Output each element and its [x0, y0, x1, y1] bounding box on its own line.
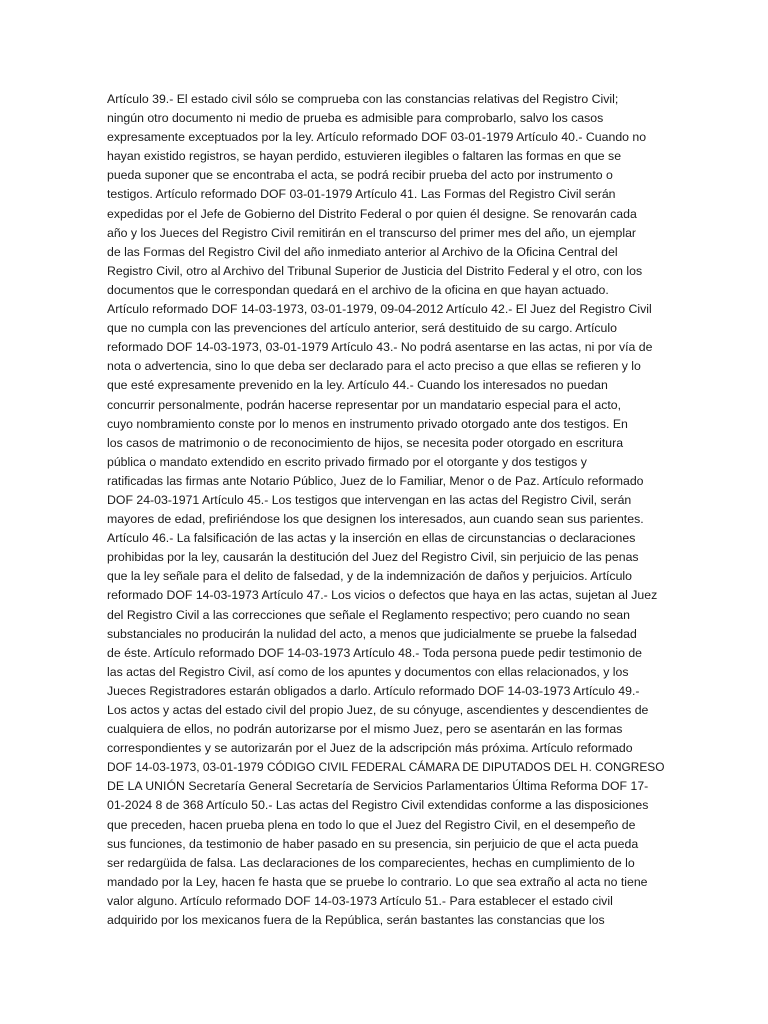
text-line: mayores de edad, prefiriéndose los que designen los interesados, aun cuando sean sus parientes. — [107, 512, 644, 527]
text-line: nota o advertencia, sino lo que deba ser declarado para el acto preciso a que ellas se refieren y lo — [107, 359, 641, 374]
text-line: DE LA UNIÓN Secretaría General Secretaría de Servicios Parlamentarios Última Reforma DOF 17- — [107, 779, 649, 794]
text-line: prohibidas por la ley, causarán la destitución del Juez del Registro Civil, sin perjuicio de las penas — [107, 550, 639, 565]
text-line: de éste. Artículo reformado DOF 14-03-1973 Artículo 48.- Toda persona puede pedir testimonio de — [107, 645, 643, 660]
text-line: que no cumpla con las prevenciones del artículo anterior, será destituido de su cargo. Artículo — [107, 321, 617, 336]
text-line: Artículo reformado DOF 14-03-1973, 03-01-1979, 09-04-2012 Artículo 42.- El Juez del Registro Civil — [107, 302, 652, 317]
text-line: reformado DOF 14-03-1973 Artículo 47.- Los vicios o defectos que haya en las actas, sujetan al Juez — [107, 588, 658, 603]
legal-text-body — [107, 90, 667, 930]
text-line: ningún otro documento ni medio de prueba es admisible para comprobarlo, salvo los casos — [107, 111, 604, 126]
text-line: del Registro Civil a las correcciones que señale el Reglamento respectivo; pero cuando no sean — [107, 607, 630, 622]
text-line: que preceden, hacen prueba plena en todo lo que el Juez del Registro Civil, en el desempeño de — [107, 817, 636, 832]
text-line: correspondientes y se autorizarán por el Juez de la adscripción más próxima. Artículo reformado — [107, 741, 633, 756]
text-line: expedidas por el Jefe de Gobierno del Distrito Federal o por quien él designe. Se renovarán cada — [107, 206, 637, 221]
text-line: pública o mandato extendido en escrito privado firmado por el otorgante y dos testigos y — [107, 454, 587, 469]
text-line: las actas del Registro Civil, así como de los apuntes y documentos con ellas relacionados, y los — [107, 664, 629, 679]
text-line: 01-2024 8 de 368 Artículo 50.- Las actas del Registro Civil extendidas conforme a las disposiciones — [107, 798, 649, 813]
text-line: sus funciones, da testimonio de haber pasado en su presencia, sin perjuicio de que el acta pueda — [107, 836, 639, 851]
text-line: concurrir personalmente, podrán hacerse representar por un mandatario especial para el acto, — [107, 397, 622, 412]
text-line: Jueces Registradores estarán obligados a darlo. Artículo reformado DOF 14-03-1973 Artículo 49.- — [107, 683, 640, 698]
text-line: reformado DOF 14-03-1973, 03-01-1979 Artículo 43.- No podrá asentarse en las actas, ni por vía de — [107, 340, 653, 355]
text-line: DOF 24-03-1971 Artículo 45.- Los testigos que intervengan en las actas del Registro Civil, serán — [107, 492, 632, 507]
text-line: los casos de matrimonio o de reconocimiento de hijos, se necesita poder otorgado en escritura — [107, 435, 624, 450]
text-line: año y los Jueces del Registro Civil remitirán en el transcurso del primer mes del año, un ejemplar — [107, 225, 637, 240]
text-line: testigos. Artículo reformado DOF 03-01-1979 Artículo 41. Las Formas del Registro Civil serán — [107, 187, 616, 202]
text-line: valor alguno. Artículo reformado DOF 14-03-1973 Artículo 51.- Para establecer el estado civil — [107, 893, 613, 908]
text-line: adquirido por los mexicanos fuera de la República, serán bastantes las constancias que los — [107, 913, 605, 928]
text-line: DOF 14-03-1973, 03-01-1979 CÓDIGO CIVIL FEDERAL CÁMARA DE DIPUTADOS DEL H. CONGRESO — [107, 760, 665, 775]
text-line: que la ley señale para el delito de falsedad, y de la indemnización de daños y perjuicios. Artículo — [107, 569, 632, 584]
text-line: cuyo nombramiento conste por lo menos en instrumento privado otorgado ante dos testigos. En — [107, 416, 628, 431]
text-line: mandado por la Ley, hacen fe hasta que se pruebe lo contrario. Lo que sea extraño al acta no tiene — [107, 874, 648, 889]
text-line: documentos que le correspondan quedará en el archivo de la oficina en que hayan actuado. — [107, 282, 609, 297]
text-line: Registro Civil, otro al Archivo del Tribunal Superior de Justicia del Distrito Federal y el otro, con los — [107, 263, 643, 278]
text-line: de las Formas del Registro Civil del año inmediato anterior al Archivo de la Oficina Central del — [107, 244, 618, 259]
text-line: expresamente exceptuados por la ley. Artículo reformado DOF 03-01-1979 Artículo 40.- Cuando no — [107, 130, 647, 145]
text-line: Los actos y actas del estado civil del propio Juez, de su cónyuge, ascendientes y descendientes de — [107, 703, 649, 717]
text-line: Artículo 46.- La falsificación de las actas y la inserción en ellas de circunstancias o declaraciones — [107, 531, 636, 546]
text-line: ser redargüida de falsa. Las declaraciones de los comparecientes, hechas en cumplimiento de lo — [107, 855, 635, 870]
text-line: que esté expresamente prevenido en la ley. Artículo 44.- Cuando los interesados no puedan — [107, 378, 608, 393]
text-line: pueda suponer que se encontraba el acta, se podrá recibir prueba del acto por instrumento o — [107, 168, 613, 183]
text-line: Artículo 39.- El estado civil sólo se comprueba con las constancias relativas del Registro Civil; — [107, 92, 619, 106]
text-line: substanciales no producirán la nulidad del acto, a menos que judicialmente se pruebe la falsedad — [107, 626, 637, 641]
text-line: cualquiera de ellos, no podrán autorizarse por el mismo Juez, pero se asentarán en las formas — [107, 722, 623, 737]
text-line: ratificadas las firmas ante Notario Público, Juez de lo Familiar, Menor o de Paz. Artículo reformado — [107, 473, 644, 488]
text-line: hayan existido registros, se hayan perdido, estuvieren ilegibles o faltaren las formas en que se — [107, 149, 622, 164]
